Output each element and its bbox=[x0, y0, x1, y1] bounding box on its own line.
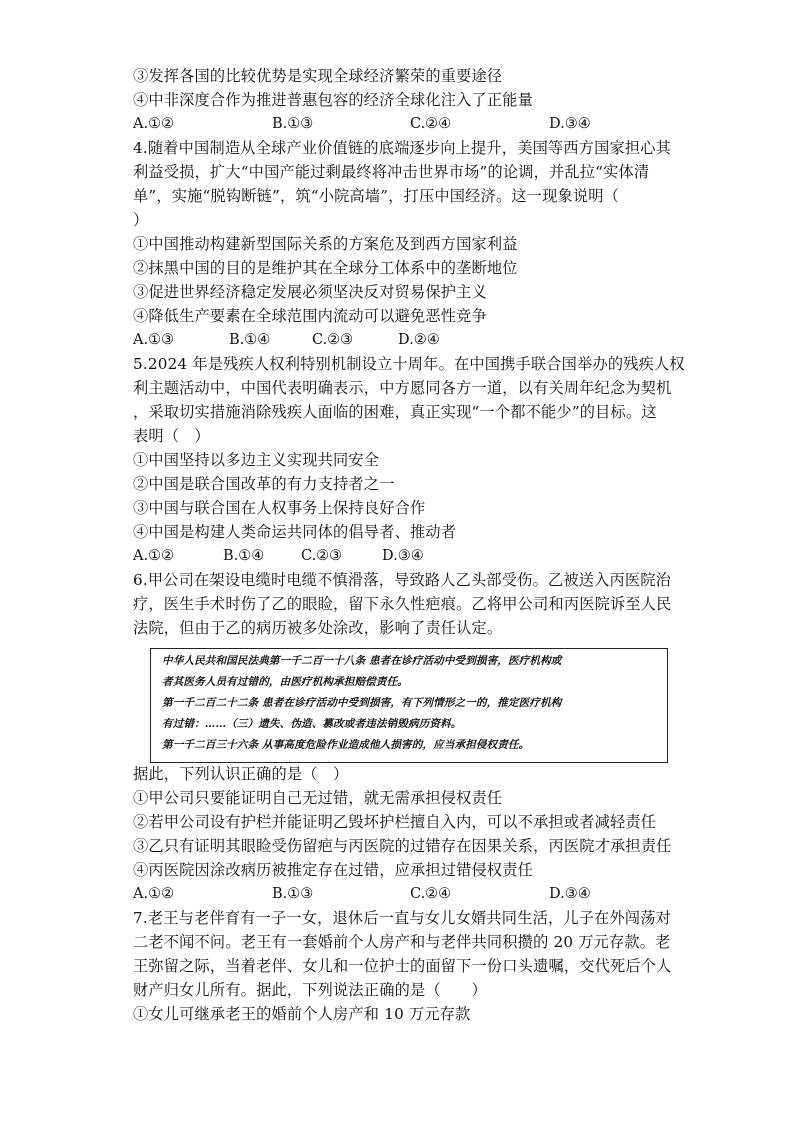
q5-statement-4: ④中国是构建人类命运共同体的倡导者、推动者 bbox=[133, 523, 457, 541]
q4-statement-1: ①中国推动构建新型国际关系的方案危及到西方国家利益 bbox=[133, 235, 518, 253]
q6-stem-line-1: 6.甲公司在架设电缆时电缆不慎滑落，导致路人乙头部受伤。乙被送入丙医院治 bbox=[133, 571, 672, 589]
q4-option-b: B.①④ bbox=[229, 332, 271, 348]
law-line-5: 第一千二百三十六条 从事高度危险作业造成他人损害的，应当承担侵权责任。 bbox=[162, 739, 530, 751]
q4-stem-line-1: 4.随着中国制造从全球产业价值链的底端逐步向上提升，美国等西方国家担心其 bbox=[133, 139, 672, 157]
q6-statement-4: ④丙医院因涂改病历被推定存在过错，应承担过错侵权责任 bbox=[133, 861, 534, 879]
q3-option-a: A.①② bbox=[133, 116, 175, 132]
law-line-1: 中华人民共和国民法典第一千二百一十八条 患者在诊疗活动中受到损害，医疗机构或 bbox=[162, 655, 562, 667]
q5-statement-3: ③中国与联合国在人权事务上保持良好合作 bbox=[133, 499, 426, 517]
q4-option-c: C.②③ bbox=[312, 332, 354, 348]
q5-stem-line-3: ，采取切实措施消除残疾人面临的困难，真正实现“一个都不能少”的目标。这 bbox=[133, 403, 657, 421]
q6-statement-1: ①甲公司只要能证明自己无过错，就无需承担侵权责任 bbox=[133, 789, 503, 807]
q5-stem-line-2: 利主题活动中，中国代表明确表示，中方愿同各方一道，以有关周年纪念为契机 bbox=[133, 379, 672, 397]
q5-option-d: D.③④ bbox=[382, 548, 424, 564]
q7-stem-line-4: 财产归女儿所有。据此，下列说法正确的是（ ） bbox=[133, 981, 487, 999]
q3-option-c: C.②④ bbox=[410, 116, 452, 132]
q4-option-a: A.①③ bbox=[133, 332, 175, 348]
q3-statement-3: ③发挥各国的比较优势是实现全球经济繁荣的重要途径 bbox=[133, 67, 503, 85]
q5-stem-line-4: 表明（ ） bbox=[133, 427, 210, 445]
q5-option-b: B.①④ bbox=[223, 548, 265, 564]
q4-option-d: D.②④ bbox=[398, 332, 440, 348]
q5-option-c: C.②③ bbox=[301, 548, 343, 564]
q5-option-a: A.①② bbox=[133, 548, 175, 564]
q4-stem-line-4: ） bbox=[133, 211, 149, 229]
q6-stem-line-3: 法院，但由于乙的病历被多处涂改，影响了责任认定。 bbox=[133, 619, 503, 637]
q6-option-a: A.①② bbox=[133, 886, 175, 902]
q3-option-b: B.①③ bbox=[272, 116, 314, 132]
q6-question: 据此，下列认识正确的是（ ） bbox=[133, 765, 349, 783]
q6-option-d: D.③④ bbox=[549, 886, 591, 902]
law-line-4: 有过错：……（三）遗失、伪造、篡改或者违法销毁病历资料。 bbox=[162, 718, 462, 730]
q4-stem-line-2: 利益受损，扩大“中国产能过剩最终将冲击世界市场”的论调，并乱拉“实体清 bbox=[133, 163, 650, 181]
civil-code-excerpt-box bbox=[150, 648, 668, 763]
q6-statement-3: ③乙只有证明其眼睑受伤留疤与丙医院的过错存在因果关系，丙医院才承担责任 bbox=[133, 837, 672, 855]
q3-statement-4: ④中非深度合作为推进普惠包容的经济全球化注入了正能量 bbox=[133, 91, 534, 109]
q4-statement-3: ③促进世界经济稳定发展必须坚决反对贸易保护主义 bbox=[133, 283, 487, 301]
q4-statement-4: ④降低生产要素在全球范围内流动可以避免恶性竞争 bbox=[133, 307, 487, 325]
q6-statement-2: ②若甲公司设有护栏并能证明乙毁坏护栏擅自入内，可以不承担或者减轻责任 bbox=[133, 813, 657, 831]
q5-statement-2: ②中国是联合国改革的有力支持者之一 bbox=[133, 475, 395, 493]
q7-stem-line-3: 王弥留之际，当着老伴、女儿和一位护士的面留下一份口头遗嘱，交代死后个人 bbox=[133, 957, 672, 975]
q6-option-b: B.①③ bbox=[272, 886, 314, 902]
q7-stem-line-2: 二老不闻不问。老王有一套婚前个人房产和与老伴共同积攒的 20 万元存款。老 bbox=[133, 933, 671, 951]
q6-stem-line-2: 疗，医生手术时伤了乙的眼睑，留下永久性疤痕。乙将甲公司和丙医院诉至人民 bbox=[133, 595, 672, 613]
q7-stem-line-1: 7.老王与老伴育有一子一女，退休后一直与女儿女婿共同生活，儿子在外闯荡对 bbox=[133, 909, 672, 927]
q7-statement-1: ①女儿可继承老王的婚前个人房产和 10 万元存款 bbox=[133, 1005, 471, 1023]
q5-stem-line-1: 5.2024 年是残疾人权利特别机制设立十周年。在中国携手联合国举办的残疾人权 bbox=[133, 355, 685, 373]
q3-option-d: D.③④ bbox=[549, 116, 591, 132]
q6-option-c: C.②④ bbox=[410, 886, 452, 902]
q4-statement-2: ②抹黑中国的目的是维护其在全球分工体系中的垄断地位 bbox=[133, 259, 518, 277]
q4-stem-line-3: 单”，实施“脱钩断链”，筑“小院高墙”，打压中国经济。这一现象说明（ bbox=[133, 187, 620, 205]
law-line-3: 第一千二百二十二条 患者在诊疗活动中受到损害，有下列情形之一的，推定医疗机构 bbox=[162, 697, 562, 709]
law-line-2: 者其医务人员有过错的，由医疗机构承担赔偿责任。 bbox=[162, 676, 408, 688]
q5-statement-1: ①中国坚持以多边主义实现共同安全 bbox=[133, 451, 380, 469]
